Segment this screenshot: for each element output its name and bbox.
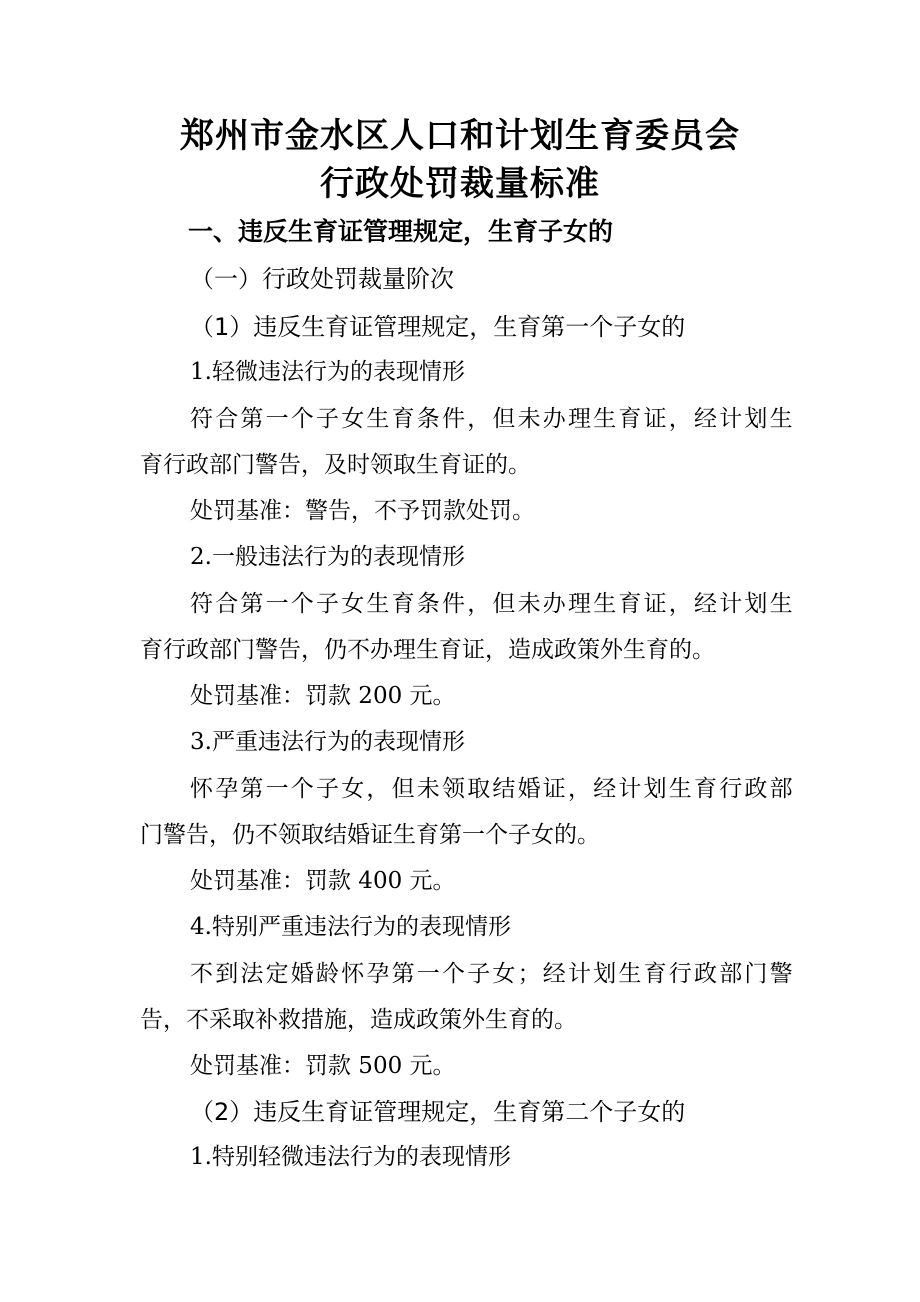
level-label: 1.特别轻微违法行为的表现情形 <box>190 1144 511 1170</box>
paragraph-line: 育行政部门警告，及时领取生育证的。 <box>140 452 531 478</box>
paragraph-line: 符合第一个子女生育条件，但未办理生育证，经计划生 <box>190 591 795 617</box>
level-label: 2.一般违法行为的表现情形 <box>190 544 465 570</box>
paragraph-line: 怀孕第一个子女，但未领取结婚证，经计划生育行政部 <box>190 776 795 802</box>
section-heading: 一、违反生育证管理规定，生育子女的 <box>188 217 614 246</box>
document-title-line2: 行政处罚裁量标准 <box>320 164 600 204</box>
level-label: 3.严重违法行为的表现情形 <box>190 729 465 755</box>
penalty-standard: 处罚基准：罚款 500 元。 <box>190 1053 456 1079</box>
level-label: 4.特别严重违法行为的表现情形 <box>190 914 511 940</box>
paragraph-line: 不到法定婚龄怀孕第一个子女；经计划生育行政部门警 <box>190 961 795 987</box>
paragraph-line: 育行政部门警告，仍不办理生育证，造成政策外生育的。 <box>140 637 715 663</box>
paragraph-line: 符合第一个子女生育条件，但未办理生育证，经计划生 <box>190 406 795 432</box>
penalty-standard: 处罚基准：警告，不予罚款处罚。 <box>190 498 535 524</box>
level-label: 1.轻微违法行为的表现情形 <box>190 359 465 385</box>
paragraph-line: 门警告，仍不领取结婚证生育第一个子女的。 <box>140 822 600 848</box>
penalty-standard: 处罚基准：罚款 400 元。 <box>190 868 456 894</box>
document-title-line1: 郑州市金水区人口和计划生育委员会 <box>180 116 740 156</box>
case-heading: （1）违反生育证管理规定，生育第一个子女的 <box>190 313 686 341</box>
subsection-heading: （一）行政处罚裁量阶次 <box>190 265 454 293</box>
penalty-standard: 处罚基准：罚款 200 元。 <box>190 683 456 709</box>
paragraph-line: 告，不采取补救措施，造成政策外生育的。 <box>140 1007 577 1033</box>
case-heading: （2）违反生育证管理规定，生育第二个子女的 <box>190 1098 686 1126</box>
